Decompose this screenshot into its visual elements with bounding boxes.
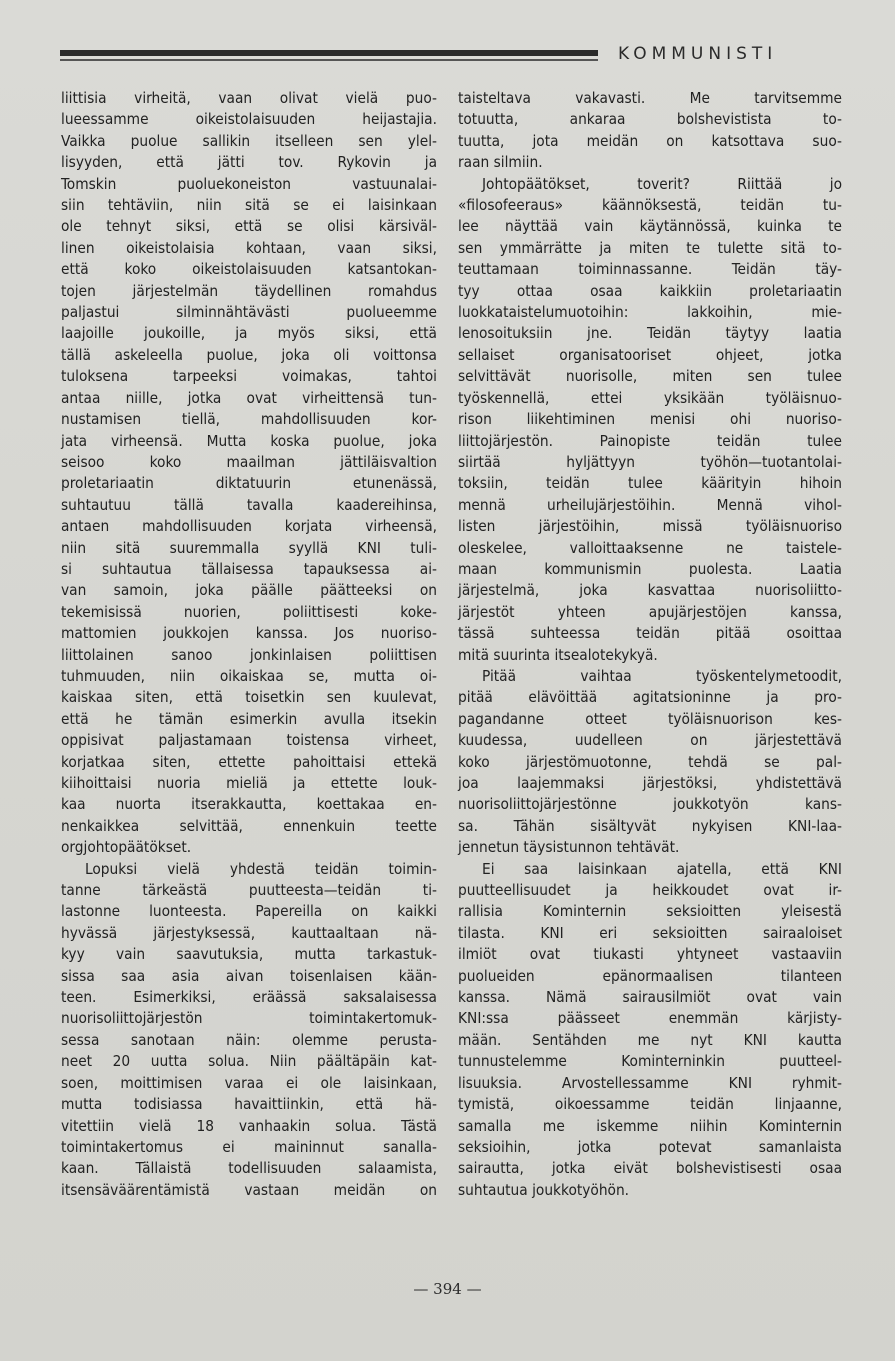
text-line: kuudessa, uudelleen on järjestettävä xyxy=(458,731,842,750)
text-line: mään. Sentähden me nyt KNI kautta xyxy=(458,1030,842,1049)
text-line: seisoo koko maailman jättiläisvaltion xyxy=(61,452,437,471)
text-line: oppisivat paljastamaan toistensa virheet, xyxy=(61,731,437,750)
text-line: sairautta, jotka eivät bolshevistisesti osaa xyxy=(458,1159,842,1178)
text-line: soen, moittimisen varaa ei ole laisinkaan, xyxy=(61,1073,437,1092)
text-line: puolueiden epänormaalisen tilanteen xyxy=(458,966,842,985)
text-line: tyy ottaa osaa kaikkiin proletariaatin xyxy=(458,281,842,300)
text-line: kiihoittaisi nuoria mieliä ja ettette louk- xyxy=(61,774,437,792)
text-line: tojen järjestelmän täydellinen romahdus xyxy=(61,281,437,300)
text-line: liittojärjestön. Painopiste teidän tulee xyxy=(458,431,842,450)
text-line: tuhmuuden, niin oikaiskaa se, mutta oi- xyxy=(61,666,437,685)
text-line: Pitää vaihtaa työskentelymetoodit, xyxy=(482,666,842,685)
text-line: paljastui silminnähtävästi puolueemme xyxy=(61,303,437,322)
text-line: pitää elävöittää agitatsioninne ja pro- xyxy=(458,688,842,707)
text-line: taisteltava vakavasti. Me tarvitsemme xyxy=(458,89,842,107)
text-line: sa. Tähän sisältyvät nykyisen KNI-laa- xyxy=(458,816,842,835)
text-line: koko järjestömuotonne, tehdä se pal- xyxy=(458,752,842,771)
text-line: lisuuksia. Arvostellessamme KNI ryhmit- xyxy=(458,1073,842,1092)
text-line: jennetun täysistunnon tehtävät. xyxy=(458,838,680,857)
page-number: — 394 — xyxy=(413,1280,482,1298)
text-line: nuorisoliittojärjestön toimintakertomuk- xyxy=(61,1009,437,1028)
text-line: tässä suhteessa teidän pitää osoittaa xyxy=(458,624,842,643)
text-line: liittolainen sanoo jonkinlaisen poliittisen xyxy=(61,645,437,664)
text-line: rallisia Kominternin seksioitten yleisestä xyxy=(458,902,842,921)
text-line: maan kommunismin puolesta. Laatia xyxy=(458,559,842,578)
text-line: hyvässä järjestyksessä, kauttaaltaan nä- xyxy=(61,923,437,942)
text-line: itsensäväärentämistä vastaan meidän on xyxy=(61,1180,437,1199)
text-line: teuttamaan toiminnassanne. Teidän täy- xyxy=(458,260,842,279)
text-line: puutteellisuudet ja heikkoudet ovat ir- xyxy=(458,881,842,900)
text-line: antaa niille, jotka ovat virheittensä tun- xyxy=(61,388,437,407)
text-line: teen. Esimerkiksi, eräässä saksalaisessa xyxy=(61,988,437,1007)
text-line: liittisia virheitä, vaan olivat vielä puo- xyxy=(61,89,437,107)
text-line: ilmiöt ovat tiukasti yhtyneet vastaaviin xyxy=(458,945,842,964)
header-rule-thin xyxy=(60,59,598,61)
text-line: nustamisen tiellä, mahdollisuuden kor- xyxy=(61,410,437,429)
text-line: totuutta, ankaraa bolshevistista to- xyxy=(458,110,842,129)
text-line: mattomien joukkojen kanssa. Jos nuoriso- xyxy=(61,624,437,643)
text-line: luokkataistelumuotoihin: lakkoihin, mie- xyxy=(458,303,842,322)
text-line: nenkaikkea selvittää, ennenkuin teette xyxy=(61,816,437,835)
text-line: järjestöt yhteen apujärjestöjen kanssa, xyxy=(458,602,842,621)
text-line: selvittävät nuorisolle, miten sen tulee xyxy=(458,367,842,386)
text-line: proletariaatin diktatuurin etunenässä, xyxy=(61,474,437,493)
text-line: lee näyttää vain käytännössä, kuinka te xyxy=(458,217,842,236)
text-line: raan silmiin. xyxy=(458,153,543,172)
text-line: järjestelmä, joka kasvattaa nuorisoliitto- xyxy=(458,581,842,600)
text-line: mutta todisiassa havaittiinkin, että hä- xyxy=(61,1095,437,1114)
text-line: siin tehtäviin, niin sitä se ei laisinkaan xyxy=(61,196,437,215)
text-line: neet 20 uutta solua. Niin päältäpäin kat- xyxy=(61,1052,437,1071)
text-line: lueessamme oikeistolaisuuden heijastajia. xyxy=(61,110,437,129)
text-line: oleskelee, valloittaaksenne ne taistele- xyxy=(458,538,842,557)
text-line: toimintakertomus ei maininnut sanalla- xyxy=(61,1137,437,1156)
left-text-column xyxy=(61,88,437,1201)
text-line: ole tehnyt siksi, että se olisi kärsiväl- xyxy=(61,217,437,236)
text-line: että koko oikeistolaisuuden katsantokan- xyxy=(61,260,437,279)
text-line: korjatkaa siten, ettette pahoittaisi ettekä xyxy=(61,752,437,771)
text-line: siirtää hyljättyyn työhön—tuotantolai- xyxy=(458,452,842,471)
header-rule xyxy=(60,50,598,56)
text-line: sissa saa asia aivan toisenlaisen kään- xyxy=(61,966,437,985)
text-line: Tomskin puoluekoneiston vastuunalai- xyxy=(61,174,437,193)
text-line: työskennellä, ettei yksikään työläisnuo- xyxy=(458,388,842,407)
text-line: mitä suurinta itsealotekykyä. xyxy=(458,645,658,664)
text-line: jata virheensä. Mutta koska puolue, joka xyxy=(61,431,437,450)
text-line: rison liikehtiminen menisi ohi nuoriso- xyxy=(458,410,842,429)
text-line: sessa sanotaan näin: olemme perusta- xyxy=(61,1030,437,1049)
text-line: lenosoituksiin jne. Teidän täytyy laatia xyxy=(458,324,842,343)
text-line: van samoin, joka päälle päätteeksi on xyxy=(61,581,437,600)
text-line: samalla me iskemme niihin Kominternin xyxy=(458,1116,842,1135)
text-line: joa laajemmaksi järjestöksi, yhdistettävä xyxy=(458,774,842,792)
text-line: tuutta, jota meidän on katsottava suo- xyxy=(458,131,842,150)
text-line: Lopuksi vielä yhdestä teidän toimin- xyxy=(85,859,437,878)
right-text-column xyxy=(458,88,842,1201)
text-line: tuloksena tarpeeksi voimakas, tahtoi xyxy=(61,367,437,386)
text-line: Vaikka puolue sallikin itselleen sen ylel- xyxy=(61,131,437,150)
text-line: kyy vain saavutuksia, mutta tarkastuk- xyxy=(61,945,437,964)
text-line: että he tämän esimerkin avulla itsekin xyxy=(61,709,437,728)
text-line: si suhtautua tällaisessa tapauksessa ai- xyxy=(61,559,437,578)
text-line: kaiskaa siten, että toisetkin sen kuulevat, xyxy=(61,688,437,707)
text-line: niin sitä suuremmalla syyllä KNI tuli- xyxy=(61,538,437,557)
text-line: seksioihin, jotka potevat samanlaista xyxy=(458,1137,842,1156)
text-line: tällä askeleella puolue, joka oli voittonsa xyxy=(61,345,437,364)
text-line: kaa nuorta itserakkautta, koettakaa en- xyxy=(61,795,437,814)
text-line: suhtautuu tällä tavalla kaadereihinsa, xyxy=(61,495,437,514)
text-line: laajoille joukoille, ja myös siksi, että xyxy=(61,324,437,343)
text-line: lisyyden, että jätti tov. Rykovin ja xyxy=(61,153,437,172)
text-line: vitettiin vielä 18 vanhaakin solua. Tästä xyxy=(61,1116,437,1135)
text-line: toksiin, teidän tulee käärityin hihoin xyxy=(458,474,842,493)
text-line: tymistä, oikoessamme teidän linjaanne, xyxy=(458,1095,842,1114)
text-line: kaan. Tällaistä todellisuuden salaamista, xyxy=(61,1159,437,1178)
running-head: KOMMUNISTI xyxy=(618,44,778,64)
text-line: Ei saa laisinkaan ajatella, että KNI xyxy=(482,859,842,878)
text-line: listen järjestöihin, missä työläisnuoriso xyxy=(458,517,842,536)
text-line: tanne tärkeästä puutteesta—teidän ti- xyxy=(61,881,437,900)
text-line: pagandanne otteet työläisnuorison kes- xyxy=(458,709,842,728)
text-line: Johtopäätökset, toverit? Riittää jo xyxy=(482,174,842,193)
text-line: orgjohtopäätökset. xyxy=(61,838,192,857)
text-line: lastonne luonteesta. Papereilla on kaikki xyxy=(61,902,437,921)
text-line: tekemisissä nuorien, poliittisesti koke- xyxy=(61,602,437,621)
text-line: sellaiset organisatooriset ohjeet, jotka xyxy=(458,345,842,364)
text-line: «filosofeeraus» käännöksestä, teidän tu- xyxy=(458,196,842,215)
text-line: tunnustelemme Kominterninkin puutteel- xyxy=(458,1052,842,1071)
text-line: mennä urheilujärjestöihin. Mennä vihol- xyxy=(458,495,842,514)
text-line: antaen mahdollisuuden korjata virheensä, xyxy=(61,517,437,536)
text-line: tilasta. KNI eri seksioitten sairaaloiset xyxy=(458,923,842,942)
text-line: sen ymmärrätte ja miten te tulette sitä to- xyxy=(458,238,842,257)
text-line: kanssa. Nämä sairausilmiöt ovat vain xyxy=(458,988,842,1007)
text-line: KNI:ssa päässeet enemmän kärjisty- xyxy=(458,1009,842,1028)
text-line: linen oikeistolaisia kohtaan, vaan siksi, xyxy=(61,238,437,257)
text-line: suhtautua joukkotyöhön. xyxy=(458,1180,630,1199)
text-line: nuorisoliittojärjestönne joukkotyön kans- xyxy=(458,795,842,814)
